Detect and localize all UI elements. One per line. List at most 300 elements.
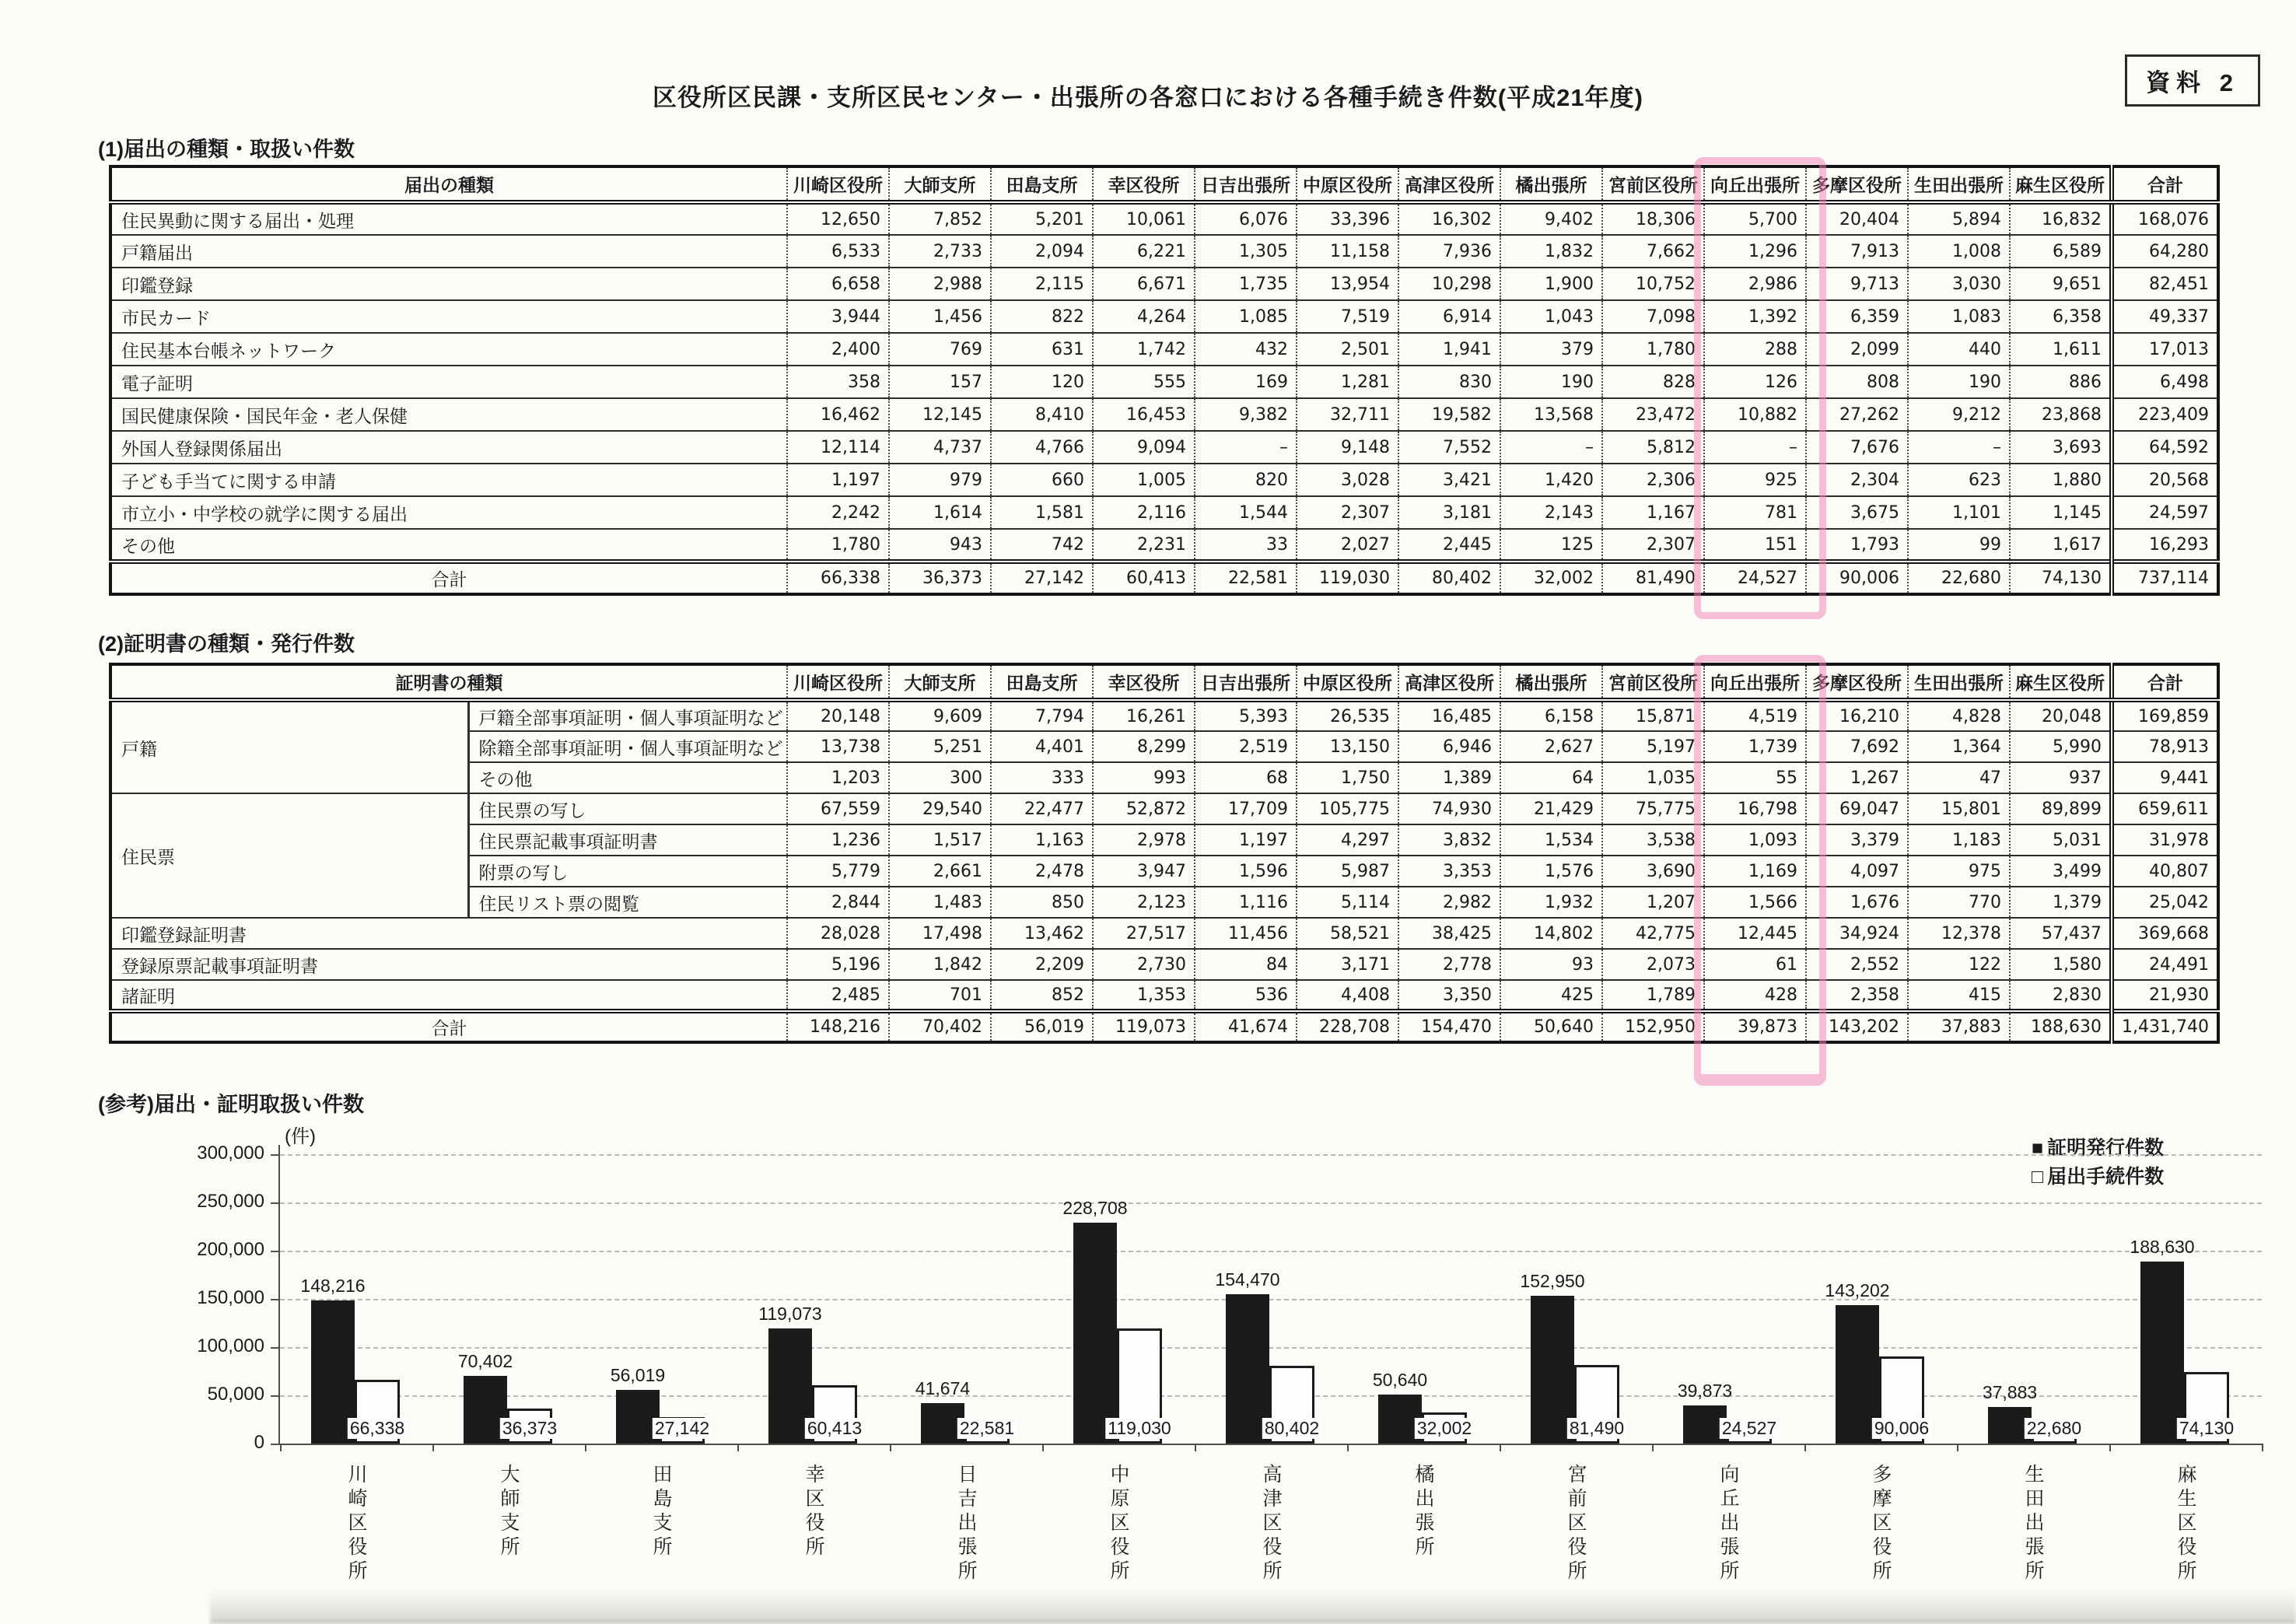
t1-total-cell: 90,006	[1806, 562, 1908, 594]
t2-cell: 1,183	[1908, 824, 2010, 856]
t2-total-cell: 39,873	[1704, 1011, 1806, 1042]
t2-location-header: 日吉出張所	[1195, 664, 1297, 700]
x-axis-tickmark	[890, 1444, 891, 1451]
t1-total-cell: 36,373	[889, 562, 991, 594]
t2-cell: 12,378	[1908, 918, 2010, 949]
t1-cell: 2,143	[1500, 496, 1602, 529]
t1-cell: 2,231	[1093, 529, 1195, 562]
t2-cell: 2,978	[1093, 824, 1195, 856]
t2-cell: 5,990	[2010, 731, 2112, 762]
bar-value-label: 50,640	[1372, 1370, 1428, 1391]
t1-cell: 7,519	[1297, 300, 1398, 333]
t1-total-cell: 32,002	[1500, 562, 1602, 594]
x-axis-tickmark	[585, 1444, 586, 1451]
t1-cell: 9,148	[1297, 431, 1398, 464]
t2-cell: 75,775	[1602, 793, 1704, 824]
t1-row-total-cell: 6,498	[2112, 366, 2218, 398]
t2-cell: 1,676	[1806, 887, 1908, 918]
pink-highlight-mukaoka-column-table1	[1694, 157, 1826, 619]
t1-cell: 2,733	[889, 235, 991, 268]
t2-cell: 93	[1500, 949, 1602, 980]
bar-value-label: 90,006	[1872, 1418, 1931, 1439]
t1-cell: 6,658	[787, 268, 889, 300]
t1-cell: 169	[1195, 366, 1297, 398]
t2-label-header: 証明書の種類	[110, 664, 787, 700]
t1-cell: 2,027	[1297, 529, 1398, 562]
t2-cell: 1,353	[1093, 980, 1195, 1011]
t1-cell: 2,988	[889, 268, 991, 300]
t1-cell: 2,304	[1806, 464, 1908, 496]
t1-cell: 1,880	[2010, 464, 2112, 496]
t1-cell: 555	[1093, 366, 1195, 398]
table1-row	[110, 300, 2218, 333]
open-square-legend-icon: □	[2032, 1166, 2044, 1188]
y-axis-tick-label: 300,000	[197, 1143, 264, 1164]
t2-cell: 1,750	[1297, 762, 1398, 793]
legend-item-notifications	[2032, 1163, 2164, 1192]
t1-cell: 3,181	[1398, 496, 1500, 529]
t1-cell: 7,936	[1398, 235, 1500, 268]
t1-cell: 6,076	[1195, 202, 1297, 235]
t2-cell: 105,775	[1297, 793, 1398, 824]
t1-row-label: 印鑑登録	[110, 268, 787, 300]
t1-row-total-cell: 16,293	[2112, 529, 2218, 562]
y-axis-tick-label: 150,000	[197, 1287, 264, 1308]
x-axis-tickmark	[1347, 1444, 1349, 1451]
t2-cell: 7,794	[991, 700, 1093, 731]
t1-cell: 2,116	[1093, 496, 1195, 529]
table1-total-row	[110, 562, 2218, 594]
t2-cell: 2,844	[787, 887, 889, 918]
t1-row-total-cell: 223,409	[2112, 398, 2218, 431]
bar-value-label: 37,883	[1982, 1382, 2038, 1403]
t1-cell: 23,868	[2010, 398, 2112, 431]
t2-total-cell: 70,402	[889, 1011, 991, 1042]
t1-cell: 1,101	[1908, 496, 2010, 529]
y-axis-tick-label: 100,000	[197, 1335, 264, 1356]
table2-row	[110, 700, 2218, 731]
t2-cell: 1,566	[1704, 887, 1806, 918]
t1-cell: 979	[889, 464, 991, 496]
t2-cell: 13,150	[1297, 731, 1398, 762]
t2-cell: 12,445	[1704, 918, 1806, 949]
t2-cell: 67,559	[787, 793, 889, 824]
t2-cell: 13,738	[787, 731, 889, 762]
bar-value-label: 81,490	[1567, 1418, 1626, 1439]
t2-cell: 2,552	[1806, 949, 1908, 980]
t1-cell: 16,832	[2010, 202, 2112, 235]
t1-cell: 742	[991, 529, 1093, 562]
t2-cell: 993	[1093, 762, 1195, 793]
t1-cell: 1,392	[1704, 300, 1806, 333]
t2-cell: 1,364	[1908, 731, 2010, 762]
t2-cell: 3,947	[1093, 856, 1195, 887]
table1-row	[110, 529, 2218, 562]
t1-cell: 1,043	[1500, 300, 1602, 333]
t2-cell: 1,379	[2010, 887, 2112, 918]
t1-cell: 7,852	[889, 202, 991, 235]
t2-cell: 2,209	[991, 949, 1093, 980]
t1-cell: 16,453	[1093, 398, 1195, 431]
bar-value-label: 148,216	[300, 1276, 366, 1297]
chart-heading: (参考)届出・証明取扱い件数	[98, 1093, 364, 1116]
t1-cell: 7,676	[1806, 431, 1908, 464]
t1-cell: 886	[2010, 366, 2112, 398]
t1-cell: 190	[1500, 366, 1602, 398]
legend-label: 届出手続件数	[2047, 1166, 2165, 1188]
t1-cell: 12,145	[889, 398, 991, 431]
t1-cell: 12,114	[787, 431, 889, 464]
t1-cell: 6,533	[787, 235, 889, 268]
t2-cell: 16,261	[1093, 700, 1195, 731]
bar-value-label: 56,019	[610, 1364, 666, 1385]
bar-certificate-issuance	[1073, 1223, 1117, 1444]
section1-heading: (1)届出の種類・取扱い件数	[98, 138, 355, 161]
x-axis-line	[278, 1444, 2262, 1445]
t2-cell: 1,789	[1602, 980, 1704, 1011]
t2-row-total-cell: 25,042	[2112, 887, 2218, 918]
table1-row	[110, 235, 2218, 268]
t1-cell: 2,306	[1602, 464, 1704, 496]
t1-cell: 769	[889, 333, 991, 366]
t1-total-cell: 24,527	[1704, 562, 1806, 594]
t2-cell: 536	[1195, 980, 1297, 1011]
t1-cell: 1,544	[1195, 496, 1297, 529]
t2-cell: 27,517	[1093, 918, 1195, 949]
t1-total-cell: 22,581	[1195, 562, 1297, 594]
t2-cell: 5,393	[1195, 700, 1297, 731]
t2-cell: 2,730	[1093, 949, 1195, 980]
t2-cell: 2,830	[2010, 980, 2112, 1011]
t1-cell: 2,986	[1704, 268, 1806, 300]
t1-cell: 151	[1704, 529, 1806, 562]
t2-row-label: 除籍全部事項証明・個人事項証明など	[468, 731, 787, 762]
t2-cell: 16,210	[1806, 700, 1908, 731]
t1-cell: –	[1704, 431, 1806, 464]
bar-value-label: 39,873	[1677, 1380, 1733, 1401]
t2-location-header: 向丘出張所	[1704, 664, 1806, 700]
t1-location-header: 宮前区役所	[1602, 166, 1704, 202]
t2-cell: 770	[1908, 887, 2010, 918]
t1-cell: 781	[1704, 496, 1806, 529]
t2-total-cell: 50,640	[1500, 1011, 1602, 1042]
t1-cell: 7,913	[1806, 235, 1908, 268]
t2-cell: 852	[991, 980, 1093, 1011]
certificates-table	[109, 663, 2220, 1044]
t2-location-header: 高津区役所	[1398, 664, 1500, 700]
t1-cell: 828	[1602, 366, 1704, 398]
table1-row	[110, 496, 2218, 529]
t1-cell: 623	[1908, 464, 2010, 496]
t2-cell: 14,802	[1500, 918, 1602, 949]
table1-row	[110, 202, 2218, 235]
t2-cell: 1,534	[1500, 824, 1602, 856]
table2-row	[110, 918, 2218, 949]
t1-cell: 16,462	[787, 398, 889, 431]
t2-row-total-cell: 78,913	[2112, 731, 2218, 762]
t2-row-total-cell: 369,668	[2112, 918, 2218, 949]
scan-edge-smudge	[210, 1590, 2296, 1624]
t2-row-label: 登録原票記載事項証明書	[110, 949, 787, 980]
t2-cell: 4,519	[1704, 700, 1806, 731]
t2-cell: 6,158	[1500, 700, 1602, 731]
t1-cell: 11,158	[1297, 235, 1398, 268]
t1-total-cell: 27,142	[991, 562, 1093, 594]
category-label: 麻生区役所	[2175, 1464, 2196, 1584]
t1-cell: 13,954	[1297, 268, 1398, 300]
bar-value-label: 32,002	[1415, 1418, 1474, 1439]
t2-cell: 1,203	[787, 762, 889, 793]
category-label: 向丘出張所	[1717, 1464, 1739, 1584]
t1-cell: 1,456	[889, 300, 991, 333]
t2-cell: 1,197	[1195, 824, 1297, 856]
t1-cell: 32,711	[1297, 398, 1398, 431]
t1-cell: 1,281	[1297, 366, 1398, 398]
t1-cell: 5,894	[1908, 202, 2010, 235]
t2-cell: 3,379	[1806, 824, 1908, 856]
y-axis-tick-label: 250,000	[197, 1191, 264, 1212]
t1-grand-total-cell: 737,114	[2112, 562, 2218, 594]
t2-cell: 1,207	[1602, 887, 1704, 918]
t1-cell: 3,944	[787, 300, 889, 333]
t1-cell: 2,242	[787, 496, 889, 529]
t2-group-label: 住民票	[110, 793, 468, 918]
t1-cell: 2,115	[991, 268, 1093, 300]
t2-cell: 20,148	[787, 700, 889, 731]
t1-cell: 1,008	[1908, 235, 2010, 268]
t1-cell: –	[1195, 431, 1297, 464]
chart-gridline	[280, 1154, 2262, 1156]
y-axis-line	[278, 1145, 280, 1444]
t1-location-header: 川崎区役所	[787, 166, 889, 202]
t1-cell: 631	[991, 333, 1093, 366]
t1-cell: 9,382	[1195, 398, 1297, 431]
bar-value-label: 143,202	[1825, 1280, 1890, 1301]
t2-total-cell: 41,674	[1195, 1011, 1297, 1042]
t2-cell: 13,462	[991, 918, 1093, 949]
t2-cell: 6,946	[1398, 731, 1500, 762]
t1-row-total-cell: 64,280	[2112, 235, 2218, 268]
x-axis-tickmark	[280, 1444, 282, 1451]
t1-location-header: 中原区役所	[1297, 166, 1398, 202]
t2-grand-total-cell: 1,431,740	[2112, 1011, 2218, 1042]
x-axis-tickmark	[737, 1444, 739, 1451]
t2-cell: 5,114	[1297, 887, 1398, 918]
bar-value-label: 80,402	[1262, 1418, 1321, 1439]
t2-cell: 1,116	[1195, 887, 1297, 918]
t2-total-col-header: 合計	[2112, 664, 2218, 700]
t1-cell: 4,264	[1093, 300, 1195, 333]
t2-cell: 3,171	[1297, 949, 1398, 980]
t2-location-header: 幸区役所	[1093, 664, 1195, 700]
t2-cell: 42,775	[1602, 918, 1704, 949]
t2-row-label: その他	[468, 762, 787, 793]
t2-row-total-cell: 659,611	[2112, 793, 2218, 824]
t1-cell: 9,212	[1908, 398, 2010, 431]
bar-value-label: 152,950	[1520, 1271, 1585, 1292]
t2-cell: 4,828	[1908, 700, 2010, 731]
t1-row-total-cell: 17,013	[2112, 333, 2218, 366]
t2-cell: 55	[1704, 762, 1806, 793]
chart-legend	[2032, 1134, 2164, 1192]
t1-cell: 3,028	[1297, 464, 1398, 496]
t1-row-label: 国民健康保険・国民年金・老人保健	[110, 398, 787, 431]
t1-cell: 1,742	[1093, 333, 1195, 366]
t2-cell: 17,498	[889, 918, 991, 949]
x-axis-tickmark	[1042, 1444, 1044, 1451]
t2-cell: 3,499	[2010, 856, 2112, 887]
bar-value-label: 27,142	[653, 1418, 712, 1439]
t2-cell: 333	[991, 762, 1093, 793]
t2-cell: 1,580	[2010, 949, 2112, 980]
t2-cell: 2,123	[1093, 887, 1195, 918]
table2-row	[110, 793, 2218, 824]
t1-cell: 7,552	[1398, 431, 1500, 464]
x-axis-tickmark	[1652, 1444, 1654, 1451]
category-label: 大師支所	[498, 1464, 520, 1560]
t2-cell: 1,035	[1602, 762, 1704, 793]
t1-row-total-cell: 49,337	[2112, 300, 2218, 333]
t1-total-cell: 22,680	[1908, 562, 2010, 594]
t1-cell: 1,900	[1500, 268, 1602, 300]
t1-cell: 9,713	[1806, 268, 1908, 300]
table1-row	[110, 366, 2218, 398]
t1-cell: 157	[889, 366, 991, 398]
t2-row-label: 諸証明	[110, 980, 787, 1011]
t2-cell: 84	[1195, 949, 1297, 980]
t1-cell: 1,735	[1195, 268, 1297, 300]
t2-total-cell: 119,073	[1093, 1011, 1195, 1042]
t2-cell: 701	[889, 980, 991, 1011]
bar-value-label: 119,030	[1105, 1418, 1173, 1439]
category-label: 幸区役所	[803, 1464, 824, 1560]
t1-cell: 33	[1195, 529, 1297, 562]
t1-cell: 1,780	[1602, 333, 1704, 366]
t2-cell: 1,596	[1195, 856, 1297, 887]
y-axis-unit-label: (件)	[285, 1126, 316, 1147]
bar-value-label: 60,413	[805, 1418, 864, 1439]
t2-location-header: 麻生区役所	[2010, 664, 2112, 700]
category-label: 高津区役所	[1260, 1464, 1282, 1584]
table2-header-row	[110, 664, 2218, 700]
t1-cell: 2,307	[1602, 529, 1704, 562]
t2-cell: 16,798	[1704, 793, 1806, 824]
t1-cell: 10,061	[1093, 202, 1195, 235]
bar-value-label: 24,527	[1720, 1418, 1779, 1439]
bar-value-label: 41,674	[915, 1378, 971, 1399]
t1-cell: 822	[991, 300, 1093, 333]
t1-cell: 1,832	[1500, 235, 1602, 268]
x-axis-tickmark	[1957, 1444, 1958, 1451]
t1-cell: 6,914	[1398, 300, 1500, 333]
t1-cell: 5,812	[1602, 431, 1704, 464]
t2-total-cell: 37,883	[1908, 1011, 2010, 1042]
t2-location-header: 生田出張所	[1908, 664, 2010, 700]
t1-cell: 820	[1195, 464, 1297, 496]
t2-cell: 2,982	[1398, 887, 1500, 918]
t1-cell: 925	[1704, 464, 1806, 496]
t1-row-label: 住民異動に関する届出・処理	[110, 202, 787, 235]
t1-cell: 2,099	[1806, 333, 1908, 366]
t1-cell: 16,302	[1398, 202, 1500, 235]
t2-cell: 425	[1500, 980, 1602, 1011]
t2-row-label: 住民票の写し	[468, 793, 787, 824]
t2-cell: 5,197	[1602, 731, 1704, 762]
table1-row	[110, 464, 2218, 496]
x-axis-tickmark	[2262, 1444, 2263, 1451]
t1-cell: 943	[889, 529, 991, 562]
t2-cell: 64	[1500, 762, 1602, 793]
t1-cell: 2,501	[1297, 333, 1398, 366]
t1-location-header: 多摩区役所	[1806, 166, 1908, 202]
t1-cell: 1,167	[1602, 496, 1704, 529]
t1-cell: 1,793	[1806, 529, 1908, 562]
notifications-table	[109, 165, 2220, 596]
t2-total-cell: 56,019	[991, 1011, 1093, 1042]
chart-gridline	[280, 1202, 2262, 1204]
table1-row	[110, 268, 2218, 300]
t1-cell: 125	[1500, 529, 1602, 562]
t2-cell: 937	[2010, 762, 2112, 793]
x-axis-tickmark	[1500, 1444, 1501, 1451]
t1-cell: 10,882	[1704, 398, 1806, 431]
t1-row-total-cell: 24,597	[2112, 496, 2218, 529]
t2-cell: 3,690	[1602, 856, 1704, 887]
t2-cell: 2,519	[1195, 731, 1297, 762]
t2-total-cell: 188,630	[2010, 1011, 2112, 1042]
t2-cell: 7,692	[1806, 731, 1908, 762]
t1-cell: 13,568	[1500, 398, 1602, 431]
filled-square-legend-icon: ■	[2032, 1137, 2044, 1159]
t1-row-total-cell: 64,592	[2112, 431, 2218, 464]
t1-total-cell: 74,130	[2010, 562, 2112, 594]
table1-row	[110, 398, 2218, 431]
t1-cell: 1,420	[1500, 464, 1602, 496]
bar-value-label: 228,708	[1062, 1198, 1128, 1219]
t2-row-total-cell: 31,978	[2112, 824, 2218, 856]
x-axis-tickmark	[432, 1444, 434, 1451]
t1-cell: 1,611	[2010, 333, 2112, 366]
y-axis-tick-label: 0	[254, 1432, 264, 1453]
t1-row-total-cell: 20,568	[2112, 464, 2218, 496]
t2-location-header: 宮前区役所	[1602, 664, 1704, 700]
t1-cell: 8,410	[991, 398, 1093, 431]
t2-cell: 3,538	[1602, 824, 1704, 856]
chart-gridline	[280, 1251, 2262, 1252]
t1-row-total-cell: 168,076	[2112, 202, 2218, 235]
bar-value-label: 70,402	[457, 1350, 513, 1371]
x-axis-tickmark	[2109, 1444, 2111, 1451]
t1-cell: 358	[787, 366, 889, 398]
t2-cell: 47	[1908, 762, 2010, 793]
t1-cell: 1,581	[991, 496, 1093, 529]
bar-value-label: 22,581	[957, 1418, 1017, 1439]
t2-cell: 1,163	[991, 824, 1093, 856]
category-label: 宮前区役所	[1565, 1464, 1587, 1584]
t1-location-header: 高津区役所	[1398, 166, 1500, 202]
t2-row-label: 住民票記載事項証明書	[468, 824, 787, 856]
t1-cell: 120	[991, 366, 1093, 398]
t1-cell: 3,030	[1908, 268, 2010, 300]
bar-value-label: 188,630	[2130, 1237, 2195, 1258]
t2-row-total-cell: 169,859	[2112, 700, 2218, 731]
t2-total-cell: 152,950	[1602, 1011, 1704, 1042]
t2-cell: 1,236	[787, 824, 889, 856]
t1-location-header: 大師支所	[889, 166, 991, 202]
page-title: 区役所区民課・支所区民センター・出張所の各窓口における各種手続き件数(平成21年度)	[653, 84, 1643, 111]
table1-row	[110, 431, 2218, 464]
t2-cell: 8,299	[1093, 731, 1195, 762]
